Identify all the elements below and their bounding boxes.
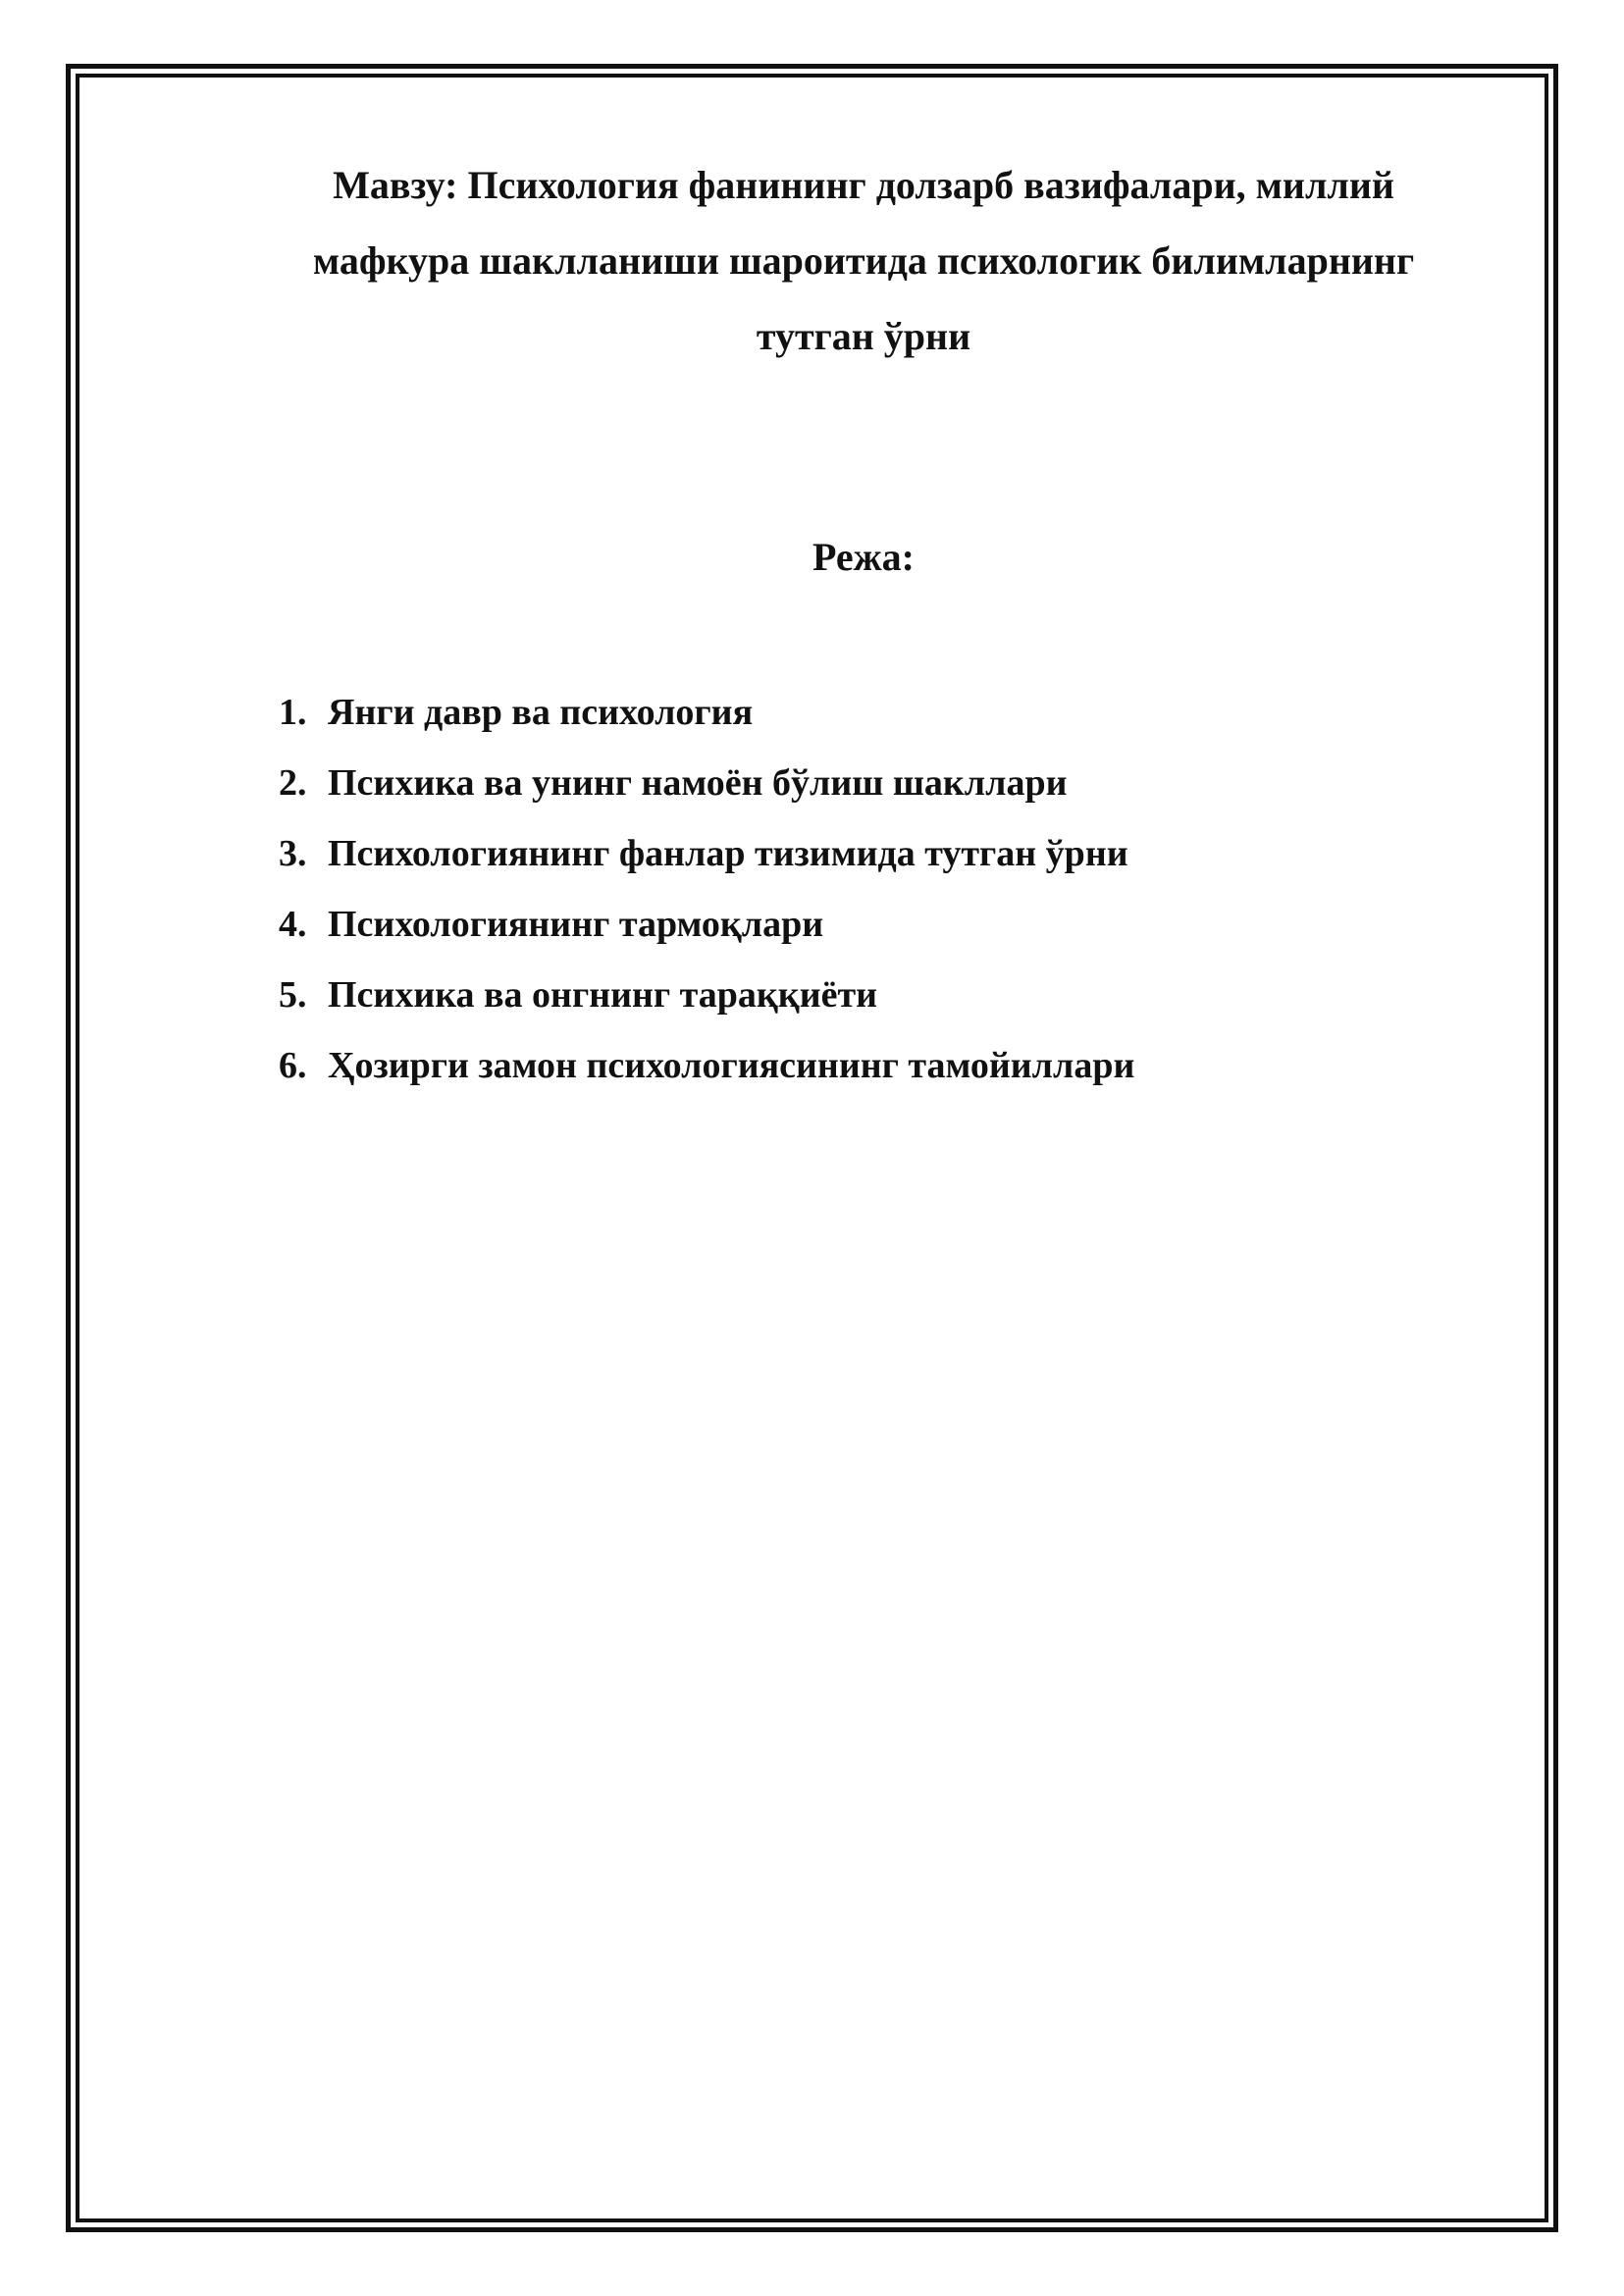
plan-item-number: 5.: [279, 974, 307, 1016]
topic-title-line-1: Мавзу: Психология фанининг долзарб вазифалари, миллий: [333, 163, 1394, 207]
page-border-inner: [76, 74, 1548, 2222]
plan-item: [279, 1030, 1134, 1101]
topic-title-line-3: тутган ўрни: [756, 314, 971, 358]
plan-list: [279, 677, 1134, 1101]
plan-item: [279, 818, 1134, 889]
topic-title-line-2: мафкура шаклланиши шароитида психологик билимларнинг: [312, 238, 1415, 283]
plan-heading: Режа:: [812, 535, 915, 579]
topic-title: [236, 147, 1492, 374]
plan-item-text: Ҳозирги замон психологиясининг тамойиллари: [328, 1045, 1135, 1086]
plan-item-number: 1.: [279, 692, 307, 733]
plan-item-text: Психологиянинг тармоқлари: [328, 904, 824, 945]
plan-item-number: 4.: [279, 904, 307, 945]
plan-item-text: Психика ва унинг намоён бўлиш шакллари: [328, 762, 1068, 804]
plan-item: [279, 748, 1134, 818]
plan-item-text: Психологиянинг фанлар тизимида тутган ўрни: [328, 833, 1128, 874]
plan-item-number: 3.: [279, 833, 307, 874]
plan-item-text: Психика ва онгнинг тараққиёти: [328, 974, 878, 1016]
plan-item-number: 6.: [279, 1045, 307, 1086]
plan-item-text: Янги давр ва психология: [328, 692, 754, 733]
plan-item: [279, 677, 1134, 748]
plan-item-number: 2.: [279, 762, 307, 804]
plan-item: [279, 960, 1134, 1030]
plan-item: [279, 889, 1134, 960]
